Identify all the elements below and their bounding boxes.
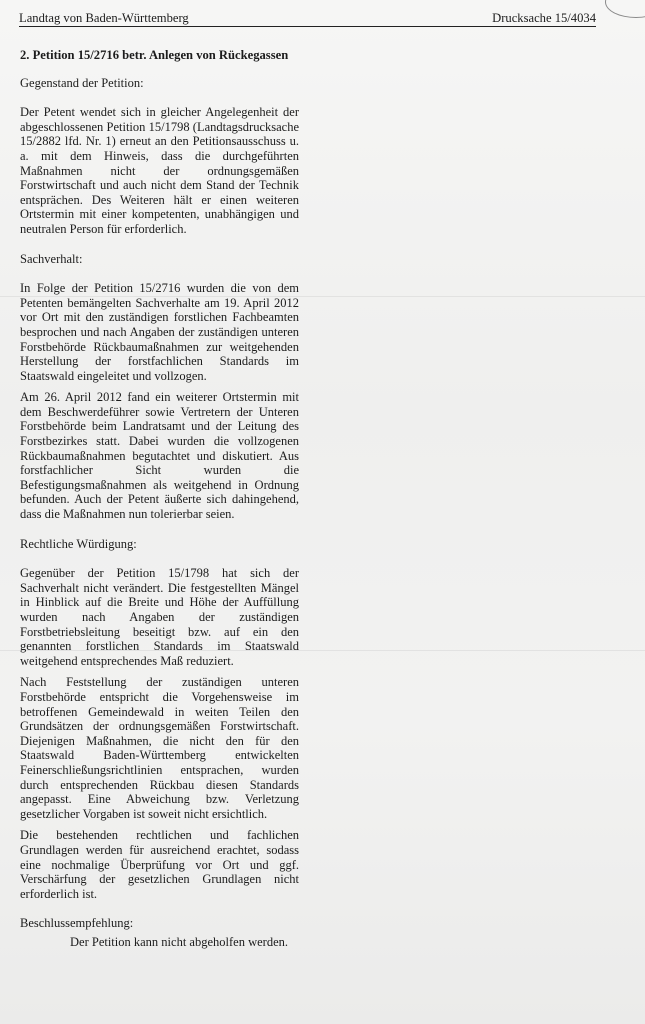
header-parliament: Landtag von Baden-Württemberg	[19, 11, 189, 25]
section-heading: Gegenstand der Petition:	[20, 75, 144, 90]
paragraph: Die bestehenden rechtlichen und fachlichen Grundlagen werden für ausreichend erachtet, sodass eine nochmalige Überprüfung vor Ort und ggf. Verschärfung der gesetzlichen Grundlagen nicht erforderlich ist.	[20, 828, 299, 901]
paragraph: Am 26. April 2012 fand ein weiterer Ortstermin mit dem Beschwerdeführer sowie Vertretern der Unteren Forstbehörde beim Landratsamt und der Leitung des Forstbezirkes statt. Dabei wurden die vollzogenen Rückbaumaßnahmen begutachtet und diskutiert. Aus forstfachlicher Sicht wurden die Befestigungsmaßnahmen als weitgehend in Ordnung befunden. Auch der Petent äußerte sich dahingehend, dass die Maßnahmen nun tolerierbar seien.	[20, 390, 299, 522]
page-header	[19, 8, 596, 27]
recommendation: Der Petition kann nicht abgeholfen werden.	[70, 934, 288, 949]
section-heading: Beschlussempfehlung:	[20, 916, 134, 931]
paragraph: In Folge der Petition 15/2716 wurden die von dem Petenten bemängelten Sachverhalte am 19. April 2012 vor Ort mit den zuständigen forstlichen Fachbeamten besprochen und nach Angaben der zuständigen unteren Forstbehörde Rückbaumaßnahmen zur weitgehenden Herstellung der forstfachlichen Standards im Staatswald eingeleitet und vollzogen.	[20, 281, 299, 383]
petition-title: 2. Petition 15/2716 betr. Anlegen von Rückegassen	[20, 48, 289, 62]
header-document-number: Drucksache 15/4034	[492, 11, 596, 25]
section-heading: Rechtliche Würdigung:	[20, 536, 137, 551]
paragraph: Gegenüber der Petition 15/1798 hat sich der Sachverhalt nicht verändert. Die festgestellten Mängel in Hinblick auf die Breite und Höhe der Auffüllung wurden nach Angaben der zuständigen Forstbetriebsleitung beseitigt bzw. auf ein den genannten forstlichen Standards im Staatswald weitgehend entsprechendes Maß reduziert.	[20, 566, 299, 668]
pen-mark	[605, 0, 645, 18]
paragraph: Nach Feststellung der zuständigen unteren Forstbehörde entspricht die Vorgehensweise im betroffenen Gemeindewald in weiten Teilen den Grundsätzen der ordnungsgemäßen Forstwirtschaft. Diejenigen Maßnahmen, die nicht den für den Staatswald Baden-Württemberg entwickelten Feinerschließungsrichtlinien entsprachen, wurden durch entsprechenden Rückbau diesen Standards angepasst. Eine Abweichung bzw. Verletzung gesetzlicher Vorgaben ist soweit nicht ersichtlich.	[20, 675, 299, 821]
section-heading: Sachverhalt:	[20, 251, 83, 266]
document-body	[20, 48, 299, 949]
paragraph: Der Petent wendet sich in gleicher Angelegenheit der abgeschlossenen Petition 15/1798 (Landtagsdrucksache 15/2882 lfd. Nr. 1) erneut an den Petitionsausschuss u. a. mit dem Hinweis, dass die durchgeführten Maßnahmen nicht der ordnungsgemäßen Forstwirtschaft und auch nicht dem Stand der Technik entsprächen. Des Weiteren hält er einen weiteren Ortstermin mit einer kompetenten, unabhängigen und neutralen Person für erforderlich.	[20, 105, 299, 236]
